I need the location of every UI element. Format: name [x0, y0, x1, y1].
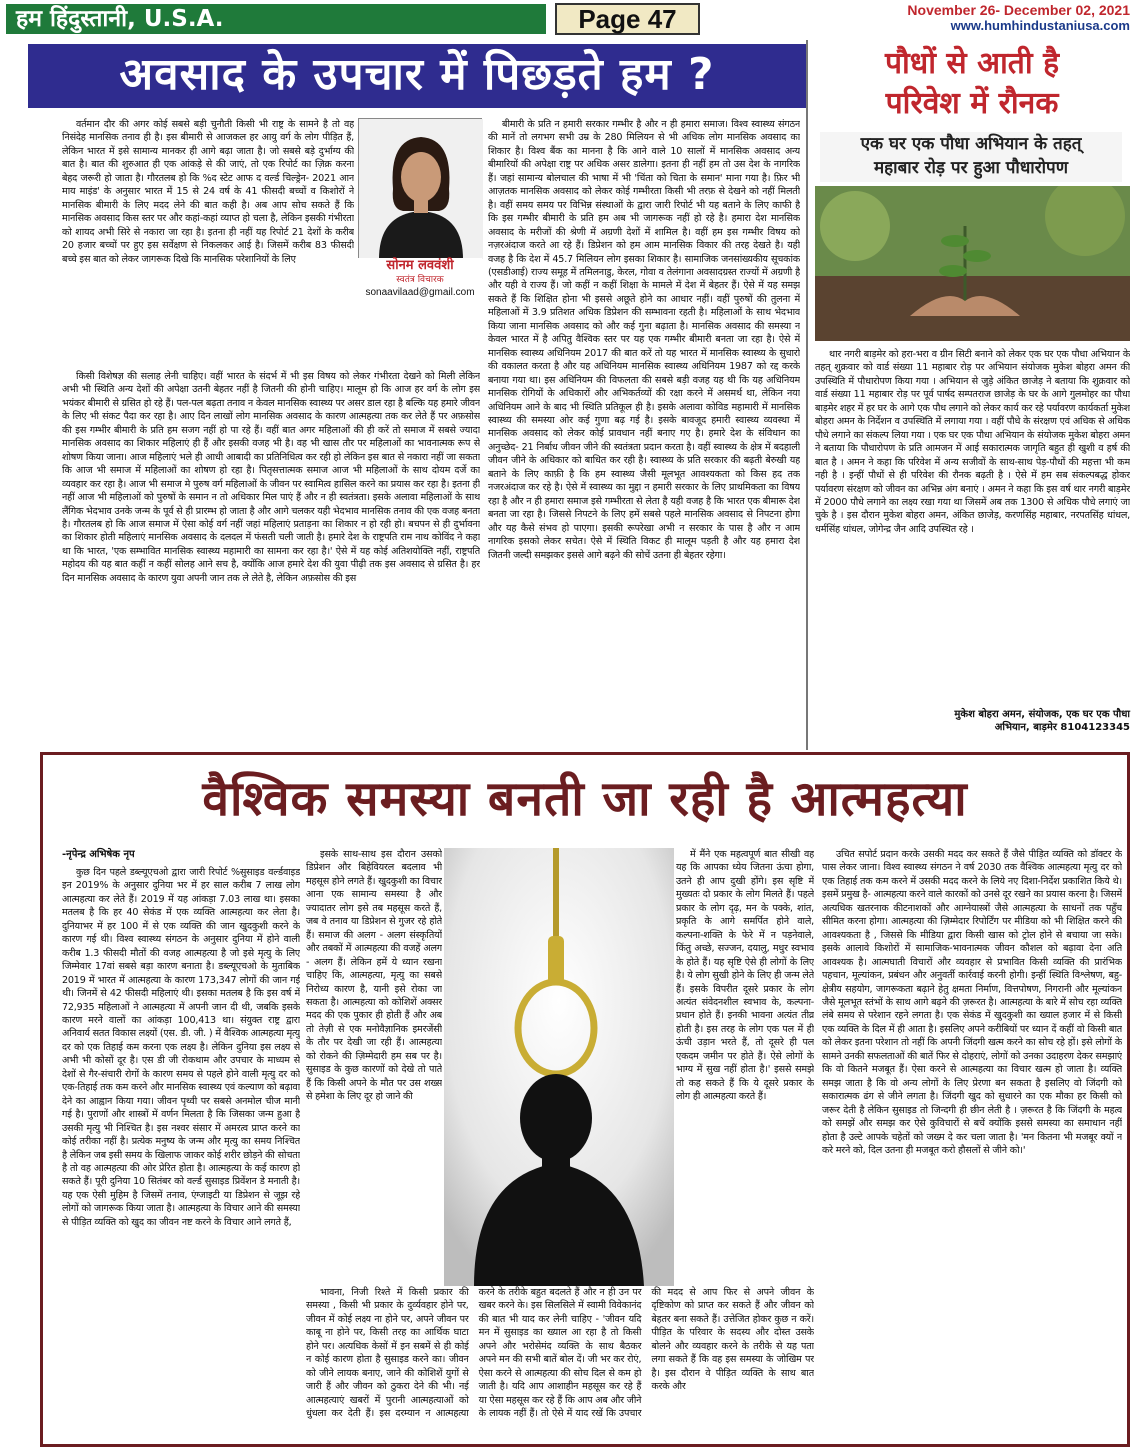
author-portrait-image	[359, 119, 483, 259]
sidebar-body	[815, 348, 1130, 700]
noose-photo	[444, 848, 674, 1286]
newspaper-brand: हम हिंदुस्तानी, U.S.A.	[6, 4, 546, 34]
noose-silhouette-image	[444, 848, 674, 1286]
sidebar-signature-line2: अभियान, बाड़मेर 8104123345	[994, 722, 1130, 733]
article2-lower-text: भावना, निजी रिश्ते में किसी प्रकार की समस्या , किसी भी प्रकार के दुर्व्यवहार होने पर, जीवन में कोई लक्ष्य ना होने पर, अपने जीवन पर काबू ना होने पर, किसी तरह का आर्थिक घाटा होने पर। अत्यधिक केसों में इन सबमें से ही कोई न कोई कारण होता है सुसाइड करने का। जीवन को जीने लायक बनाए, जाने की कोशिशें युगों से जारी हैं और जीवन को ठुकरा देने की भी। नई आत्महत्याएं खबरों में पुरानी आत्महत्याओं को धुंधला कर देती हैं। इस दरम्यान न आत्महत्या करने के तरीके बहुत बदलते हैं और न ही उन पर खबर करने के। इस सिलसिले में स्वामी विवेकानंद की बात भी याद कर लेनी चाहिए - 'जीवन यदि मन में सुसाइड का ख्याल आ रहा है तो किसी अपने और भरोसेमंद व्यक्ति के साथ बैठकर अपने मन की सभी बातें बोल दें। जी भर कर रोएं, ऐसा करने से आत्महत्या की सोच दिल से कम हो जाती है। यदि आप आशाहीन महसूस कर रहे हैं या ऐसा महसूस कर रहे हैं कि आप अब और जीने के लायक नहीं हैं। तो ऐसे में याद रखें कि उपचार की मदद से आप फिर से अपने जीवन के दृष्टिकोण को प्राप्त कर सकते हैं और जीवन को बेहतर बना सकते हैं। उत्तेजित होकर कुछ न करें। पीड़ित के परिवार के सदस्य और दोस्त उसके बोलने और व्यवहार करने के तरीके से यह पता लगा सकते हैं कि वह इस समस्या के जोखिम पर है। इस दौरान वे पीड़ित व्यक्ति के साथ बात करके और	[306, 1287, 814, 1420]
plant-photo	[815, 186, 1130, 341]
article1-headline: अवसाद के उपचार में पिछड़ते हम ?	[28, 44, 806, 108]
website-link[interactable]: www.humhindustaniusa.com	[950, 18, 1130, 33]
author-caption	[358, 258, 482, 318]
sidebar-signature	[815, 708, 1130, 734]
sidebar-subhead	[820, 132, 1122, 182]
author-email[interactable]: sonaavilaad@gmail.com	[365, 287, 475, 298]
article2-col1-text: कुछ दिन पहले डब्ल्यूएचओ द्वारा जारी रिपोर्ट %सुसाइड वर्ल्डवाइड इन 2019% के अनुसार दुनिया भर में हर साल करीब 7 लाख लोग आत्महत्या कर लेते हैं। 2019 में यह आंकड़ा 7.03 लाख था। इसका मतलब है कि हर 40 सेकंड में एक व्यक्ति आत्महत्या कर लेता है। दुनियाभर में हर 100 में से एक व्यक्ति की जान खुदकुशी करने के कारण गई थी। विश्व स्वास्थ्य संगठन के अनुसार दुनिया में होने वाली करीब 1.3 फीसदी मौतों की वजह आत्महत्या है जो इसे मृत्यु के लिए जिम्मेवार 17वां सबसे बड़ा कारण बनाता है। डब्ल्यूएचओ के मुताबिक 2019 में भारत में आत्महत्या के कारण 173,347 लोगों की जान गई थी। जिनमें से 42 फीसदी महिलाएं थी। इसका मतलब है कि इस वर्ष में 72,935 महिलाओं ने आत्महत्या में अपनी जान दी थी, जबकि इसके कारण मरने वालों का आंकड़ा 100,413 था। संयुक्त राष्ट्र द्वारा अनिवार्य सतत विकास लक्ष्यों (एस. डी. जी. ) में वैश्विक आत्महत्या मृत्यु दर को एक तिहाई कम करना एक लक्ष्य है। लेकिन दुनिया इस लक्ष्य से अभी भी कोसों दूर है। एस डी जी रोकथाम और उपचार के माध्यम से देशों से गैर-संचारी रोगों के कारण समय से पहले होने वाली मृत्यु दर को एक-तिहाई तक कम करने और मानसिक स्वास्थ्य एवं कल्याण को बढ़ावा देने का आह्वान किया गया। जीवन पृथ्वी पर सबसे अनमोल चीज मानी गई है। पुराणों और शास्त्रों में वर्णन मिलता है कि जिसका जन्म हुआ है उसकी मृत्यु भी निश्चित है। इस नश्वर संसार में अमरत्व प्राप्त करने का कोई तरीका नहीं है। प्रत्येक मनुष्य के जन्म और मृत्यु का समय निश्चित है लेकिन जब इसी समय के खिलाफ जाकर कोई शरीर छोड़ने की सोचता है तो वह आत्महत्या की ओर प्रेरित होता है। आत्महत्या के कई कारण हो सकते हैं। पूरी दुनिया 10 सितंबर को वर्ल्ड सुसाइड प्रिवेंशन डे मनाती है। यह एक ऐसी मुहिम है जिसमें तनाव, एंग्जाइटी या डिप्रेशन से जूझ रहे लोगों को जागरूक किया जाता है। आत्महत्या के विचार आने की समस्या से पीड़ित व्यक्ति को खुद का जीवन नष्ट करने के विचार आने लगते हैं,	[62, 867, 300, 1228]
article1-column-1b	[62, 370, 480, 742]
article1-col1-text: वर्तमान दौर की अगर कोई सबसे बड़ी चुनौती किसी भी राष्ट्र के सामने है तो वह निसंदेह मानसिक तनाव ही है। इस बीमारी से आजकल हर आयु वर्ग के लोग पीड़ित हैं, लेकिन भारत में इसे सामान्य मानकर ही आगे बढ़ा जाता है। जो सबसे बड़े दुर्भाग्य की बात है। बात की शुरुआत ही एक आंकड़े से की जाएं, तो एक रिपोर्ट का ज़िक्र करना बेहद जरूरी हो जाता है। गौरतलब हो कि %द स्टेट आफ द वर्ल्ड चिल्ड्रेन- 2021 आन माय माइंड' के अनुसार भारत में 15 से 24 वर्ष के 41 फीसदी बच्चों व किशोरों ने मानसिक बीमारी के लिए मदद लेने की बात कही है। अब आप सोच सकते हैं कि मानसिक अवसाद किस स्तर पर और कहां-कहां व्याप्त हो चला है, लेकिन इसकी गंभीरता को शायद अभी सिरे से नकारा जा रहा है। इतना ही नहीं यह रिपोर्ट 21 देशों के करीब 20 हजार बच्चों पर हुए इस सर्वेक्षण से निकलकर आई है। जिसमें करीब 83 फीसदी बच्चे इस बात को लेकर जागरूक दिखे कि मानसिक परेशानियों के लिए	[62, 119, 354, 265]
sapling-image	[815, 186, 1130, 341]
article1-column-2	[488, 118, 800, 742]
author-role: स्वतंत्र विचारक	[396, 275, 444, 285]
article2-col2-text: इसके साथ-साथ इस दौरान उसको डिप्रेशन और बिहेवियरल बदलाव भी महसूस होने लगते हैं। खुदकुशी का विचार आना एक सामान्य समस्या है और ज्यादातर लोग इसे तब महसूस करते हैं, जब वे तनाव या डिप्रेशन से गुजर रहे होते हैं। समाज की अलग - अलग संस्कृतियों और तबकों में आत्महत्या की वजहें अलग - अलग हैं। लेकिन हमें ये ध्यान रखना चाहिए कि, आत्महत्या, मृत्यु का सबसे निरोध्य कारण है, यानी इसे रोका जा सकता है। आत्महत्या को कोशिशें अक्सर मदद की एक पुकार ही होती हैं और अब तो तेज़ी से एक मनोवैज्ञानिक इमरजेंसी के तौर पर देखी जा रही हैं। आत्महत्या को रोकने की ज़िम्मेदारी हम सब पर है। सुसाइड के कुछ कारणों को देखे तो पाते हैं कि किसी अपने के मौत पर उस शख्स से हमेशा के लिए दूर हो जाने की	[306, 849, 442, 1103]
article2-lower-columns	[306, 1286, 814, 1442]
article1-col2-text: बीमारी के प्रति न हमारी सरकार गम्भीर है और न ही हमारा समाज। विश्व स्वास्थ्य संगठन की मानें तो लगभग सभी उम्र के 280 मिलियन से भी अधिक लोग मानसिक अवसाद का शिकार है। विश्व बैंक का मानना है कि आने वाले 10 सालों में मानसिक अवसाद अन्य बीमारियों की अपेक्षा राष्ट्र पर अधिक असर डालेगा। इतना ही नहीं हम तो उस देश के नागरिक हैं। जहां सामान्य बोलचाल की भाषा में भी 'चिंता को चिता के समान' माना गया है। फ़िर भी आज़तक मानसिक अवसाद को लेकर कोई गम्भीरता किसी भी तरफ़ से देखने को नहीं मिलती है। वहीं समय समय पर विभिन्न संस्थाओं के द्वारा जारी रिपोर्ट भी यह बताने के लिए काफी है कि इस गम्भीर बीमारी के प्रति हम अब भी जागरूक नहीं हो रहे है। हमारा देश मानसिक अवसाद के मरीजों की श्रेणी में अग्रणी देशों में शामिल है। वहीं हम इस गम्भीर विषय को नज़रअंदाज करते आ रहे हैं। डिप्रेशन को हम आम मानसिक विकार की तरह देखते है। यही वजह है कि देश में 45.7 मिलियन लोग इसका शिकार है। सामाजिक जनसांख्यकीय सूचकांक (एसडीआई) राज्य समूह में तमिलनाडु, केरल, गोवा व तेलंगाना अवसादग्रस्त राज्यों में अग्रणी है और यही वे राज्य हैं। जो कहीं न कहीं शिक्षा के मामले में देश में बेहतर हैं। ऐसे में यह समझ सकते हैं कि शिक्षित होना भी इससे अछूते होने का आधार नहीं। वहीं पुरुषों की तुलना में महिलाओं में 3.9 प्रतिशत अधिक डिप्रेशन की सम्भावना रहती है। महिलाओं के साथ भेदभाव किया जाना मानसिक अवसाद को और कई गुना बढ़ाता है। मानसिक अवसाद की समस्या न केवल भारत में है अपितु वैश्विक स्तर पर यह एक गम्भीर बीमारी बनता जा रहा है। ऐसे में मानसिक स्वास्थ्य अधिनियम 2017 की बात करें तो यह भारत में मानसिक स्वास्थ्य के सुधारो की वकालत करता है और यह अधिनियम मानसिक स्वास्थ्य अधिनियम 1987 को रद्द करके बनाया गया था। इस अधिनियम की विफलता की सबसे बड़ी वजह यह थी कि यह अधिनियम मानसिक रोगियों के अधिकारों और अभिकर्तव्यों की रक्षा करने में असमर्थ था, लेकिन नया अधिनियम आने के बाद भी स्थिति प्रतिकूल ही है। इसके अलावा कोविड महामारी में मानसिक स्वास्थ्य की समस्या ओर कई गुणा बढ़ गई है। इसके बावजूद हमारी स्वास्थ्य व्यवस्था में मानसिक अवसाद को लेकर कोई प्रावधान नहीं बनाए गए है। हमारे देश के संविधान का अनुच्छेद- 21 निर्बाध जीवन जीने की स्वतंत्रता प्रदान करता है। वहीं स्वास्थ्य के क्षेत्र में बदहाली जीवन जीने के अधिकार को बाधित कर रही है। स्वास्थ्य के प्रति सरकार की बढ़ती बेरुखी यह बताने के लिए काफ़ी है कि हम स्वास्थ्य जैसी मूलभूत आवश्यकता को किस हद तक नजरअंदाज कर रहे है। ऐसे में स्वास्थ्य का मुद्दा न हमारी सरकार के लिए प्राथमिकता का विषय रहा है और न ही हमारा समाज इसे गम्भीरता से लेता है यही वजह है कि भारत एक बीमारू देश बनता जा रहा है। जिससे निपटने के लिए हमें सबसे पहले मानसिक अवसाद से निपटना होगा और यह कैसे संभव हो पाएगा। इसकी रूपरेखा अभी न सरकार के पास है और न आम नागरिक इसको लेकर सचेत। ऐसे में स्थिति विकट ही मालूम पड़ती है और यह हमारा देश जितनी जल्दी समझकर इससे आगे बढ़ने की सोचें उतना ही बेहतर रहेगा।	[488, 119, 800, 561]
article2-col3-text: में मैंने एक महत्वपूर्ण बात सीखी वह यह कि आपका ध्येय जितना ऊंचा होगा, उतने ही आप दुखी होंगे। इस सृष्टि में मुख्यतः दो प्रकार के लोग मिलते हैं। पहले प्रकार के लोग दृढ़, मन के पक्के, शांत, प्रकृति के आगे समर्पित होने वाले, कल्पना-शक्ति के फेरे में न पड़नेवाले, किंतु अच्छे, सज्जन, दयालु, मधुर स्वभाव के होते हैं। यह सृष्टि ऐसे ही लोगों के लिए है। ये लोग सुखी होने के लिए ही जन्म लेते हैं। इसके विपरीत दूसरे प्रकार के लोग अत्यंत संवेदनशील स्वभाव के, कल्पना-प्रधान होते हैं। इनकी भावना अत्यंत तीव्र होती है। इस तरह के लोग एक पल में ही ऊंची उड़ान भरते हैं, तो दूसरे ही पल एकदम जमीन पर होते हैं। ऐसे लोगों के भाग्य में सुख नहीं होता है।' इससे समझे तो कह सकते हैं कि ये दूसरे प्रकार के लोग ही आत्महत्या करते हैं।	[676, 849, 814, 1103]
author-name: सोनम लववंशी	[386, 258, 454, 273]
article2-col4-text: उचित सपोर्ट प्रदान करके उसकी मदद कर सकते हैं जैसे पीड़ित व्यक्ति को डॉक्टर के पास लेकर जाना। विश्व स्वास्थ्य संगठन ने वर्ष 2030 तक वैश्विक आत्महत्या मृत्यु दर को एक तिहाई तक कम करने में उसकी मदद करने के लिये नए दिशा-निर्देश प्रकाशित किये थे। इसमें प्रमुख है- आत्महत्या करने वाले कारकों को उनसे दूर रखने का प्रयास करना है। जिसमें अत्यधिक खतरनाक कीटनाशकों और आग्नेयास्त्रों जैसे आत्महत्या के साधनों तक पहुँच सीमित करना होगा। आत्महत्या की ज़िम्मेदार रिपोर्टिंग पर मीडिया को भी शिक्षित करने की आवश्यकता है , जिससे कि मीडिया द्वारा किसी खास को ट्रोल होने से बचाया जा सके। इसके आलावे किशोरों में सामाजिक-भावनात्मक जीवन कौशल को बढ़ावा देना अति आवश्यक है। आत्मघाती विचारों और व्यवहार से प्रभावित किसी व्यक्ति की प्रारंभिक पहचान, मूल्यांकन, प्रबंधन और अनुवर्ती कार्रवाई करनी होगी। इन्हीं स्थिति विश्लेषण, बहु-क्षेत्रीय सहयोग, जागरूकता बढ़ाने हेतु क्षमता निर्माण, वित्तपोषण, निगरानी और मूल्यांकन जैसे मूलभूत स्तंभों के साथ आगे बढ़ने की ज़रूरत है। आत्महत्या के बारे में सोच रहा व्यक्ति लंबे समय से परेशान रहने लगता है। एक सेकंड में खुदकुशी का ख्याल हजार में से किसी एक व्यक्ति के दिल में ही आता है। इसलिए अपने करीबियों पर ध्यान दें कहीं वो किसी बात को लेकर इतना परेशान तो नहीं कि अपनी जिंदगी खत्म करने का सोच रहे हों। इसे लोगों के सामने उनकी सफलताओं की बातें फिर से दोहराएं, लोगों को उनका उदाहरण देकर समझाएं कि वो कितने मजबूत हैं। ऐसा करने से आत्महत्या का विचार खत्म हो जाता है। व्यक्ति समझ जाता है कि वो अन्य लोगों के लिए प्रेरणा बन सकता है इसलिए वो जिंदगी को सकारात्मक ढंग से जीने लगता है। जिंदगी खुद को सुधारने का एक मौका हर किसी को जरूर देती है लेकिन सुसाइड तो जिन्दगी ही छीन लेती है । ज़रूरत है कि जिंदगी के महत्व को समझें और समझ कर ऐसे कुविचारों से बचें क्योंकि इससे समस्या का समाधान नहीं होता है उल्टे आपके चहेतों को जख्म दे कर चला जाता है। 'मन कितना भी मजबूर क्यों न करे मरने को, दिल उतना ही मजबूत करो हौसलों से जीने को।'	[822, 849, 1122, 1156]
sidebar-headline-line2: परिवेश में रौनक	[885, 86, 1059, 121]
article1-col1b-text: किसी विशेषज्ञ की सलाह लेनी चाहिए। वहीं भारत के संदर्भ में भी इस विषय को लेकर गंभीरता देखने को मिली लेकिन अभी भी स्थिति अन्य देशों की अपेक्षा उतनी बेहतर नहीं है जितनी की होनी चाहिए। मालूम हो कि आज हर वर्ग के लोग इस भयंकर बीमारी से ग्रसित हो रहे हैं। पल-पल बढ़ता तनाव न केवल मानसिक स्वास्थ्य पर असर डाल रहा है बल्कि यह हमारे जीवन के लिए भी संकट पैदा कर रहा है। आए दिन लाखों लोग मानसिक अवसाद के कारण आत्महत्या तक कर लेते हैं पर अफ़सोस की इस गम्भीर बीमारी के प्रति हम सजग नहीं हो पा रहे हैं। वहीं बात अगर महिलाओं की ही करें तो समाज में सबसे ज्यादा मानसिक अवसाद का शिकार महिलाएं ही हैं और इसकी वजह भी है। वह भी खास तौर पर महिलाओं का भावनात्मक रूप से शोषण किया जाना। आज महिलाएं भले ही आधी आबादी का प्रतिनिधित्व कर रही हो लेकिन इस बात से नकारा नहीं जा सकता कि आज भी समाज में महिलाओं का शोषण हो रहा है। पितृसत्तात्मक समाज आज भी महिलाओं के साथ दोयम दर्जे का व्यवहार कर रहा है। आज भी समाज मे पुरुष वर्ग महिलाओं के जीवन पर स्वामित्व हासिल करने का प्रयास कर रहा है। इतना ही नहीं आज भी महिलाओं को पुरुषों के समान न तो अधिकार मिल पाएं हैं और न ही स्वतंत्रता। इसके अलावा महिलाओं के साथ लैंगिक भेदभाव उनके जन्म के पूर्व से ही प्रारम्भ हो जाता है और आगे चलकर यही भेदभाव मानसिक तनाव की एक वजह बनता है। गौरतलब हो कि आज समाज में ऐसा कोई वर्ग नहीं जहां महिलाएं प्रताड़ना का शिकार न हो रही हो। बचपन से ही दुर्भावना का शिकार होती महिलाएं मानसिक अवसाद के दलदल में फंसती चली जाती है। हमारे देश के राष्ट्रपति राम नाथ कोविंद ने कहा था कि भारत, 'एक सम्भावित मानसिक स्वास्थ्य महामारी का सामना कर रहा है।' ऐसे में यह कोई अतिशयोक्ति नहीं, राष्ट्रपति महोदय की यह बात कहीं न कहीं सोलह आने सच है, क्योंकि आज हमारे देश की युवा पीढ़ी तक इस अवसाद से ग्रसित है। हर दिन मानसिक अवसाद के कारण युवा अपनी जान तक ले लेते है, लेकिन अफ़सोस की इस	[62, 371, 480, 584]
column-divider	[806, 40, 808, 750]
sidebar-headline	[812, 44, 1132, 132]
article2-column-2	[306, 848, 442, 1276]
page-number: Page 47	[555, 3, 700, 35]
article2-headline: वैश्विक समस्या बनती जा रही है आत्महत्या	[202, 771, 968, 827]
sidebar-body-text: थार नगरी बाड़मेर को हरा-भरा व ग्रीन सिटी बनाने को लेकर एक घर एक पौधा अभियान के तहत् शुक्रवार को वार्ड संख्या 11 महाबार रोड़ पर अभियान संयोजक मुकेश बोहरा अमन की उपस्थिति में पौधारोपण किया गया । अभियान से जुड़े अंकित छाजेड़ ने बताया कि शुक्रवार को वार्ड संख्या 11 महाबार रोड़ पर पूर्व पार्षद सम्पतराज छाजेड़ के घर के आगे गुलमोहर का पौधा बाड़मेर शहर में हर घर के आगे एक पौध लगाने को लेकर कार्य कर रहे पर्यावरण कार्यकर्ता मुकेश बोहरा अमन के निर्देशन व उपस्थिति में लगाया गया । वहीं पौधे के संरक्षण एवं अधिक से अधिक पौधे लगाने का संकल्प लिया गया । एक घर एक पौधा अभियान के संयोजक मुकेश बोहरा अमन ने बताया कि पौधारोपण के प्रति आमजन में आई सकारात्मक जागृति बहुत ही खुशी व हर्ष की बात है । अमन ने कहा कि परिवेश में अन्य सजीवों के साथ-साथ पेड़-पौधों की महत्ता भी कम नही है । इन्हीं पौधों से ही परिवेश की रौनक बढ़ती है । ऐसे में हम सब संकल्पबद्ध होकर पर्यावरण संरक्षण को जीवन का अभिन्न अंग बनाएं । अमन ने कहा कि इस वर्ष थार नगरी बाड़मेर में 2000 पौधे लगाने का लक्ष्य रखा गया था जिसमें अब तक 1300 से अधिक पौधे लगाएं जा चुके है । इस दौरान मुकेश बोहरा अमन, अंकित छाजेड़, करणसिंह महाबार, नरपतसिंह धांधल, धर्मसिंह धांधल, जोगेन्द्र जैन आदि उपस्थित रहे ।	[815, 349, 1130, 535]
article2-column-4	[822, 848, 1122, 1442]
sidebar-signature-line1: मुकेश बोहरा अमन, संयोजक, एक घर एक पौधा	[954, 709, 1130, 720]
sidebar-subhead-line2: महाबार रोड़ पर हुआ पौधारोपण	[873, 158, 1068, 178]
sidebar-subhead-line1: एक घर एक पौधा अभियान के तहत्	[860, 134, 1082, 154]
article2-column-1	[62, 866, 300, 1442]
article2-column-3	[676, 848, 814, 1286]
article1-column-1	[62, 118, 354, 368]
issue-date: November 26- December 02, 2021	[907, 2, 1130, 18]
article2-byline: -नृपेन्द्र अभिषेक नृप	[62, 849, 135, 860]
sidebar-headline-line1: पौधों से आती है	[884, 46, 1060, 81]
